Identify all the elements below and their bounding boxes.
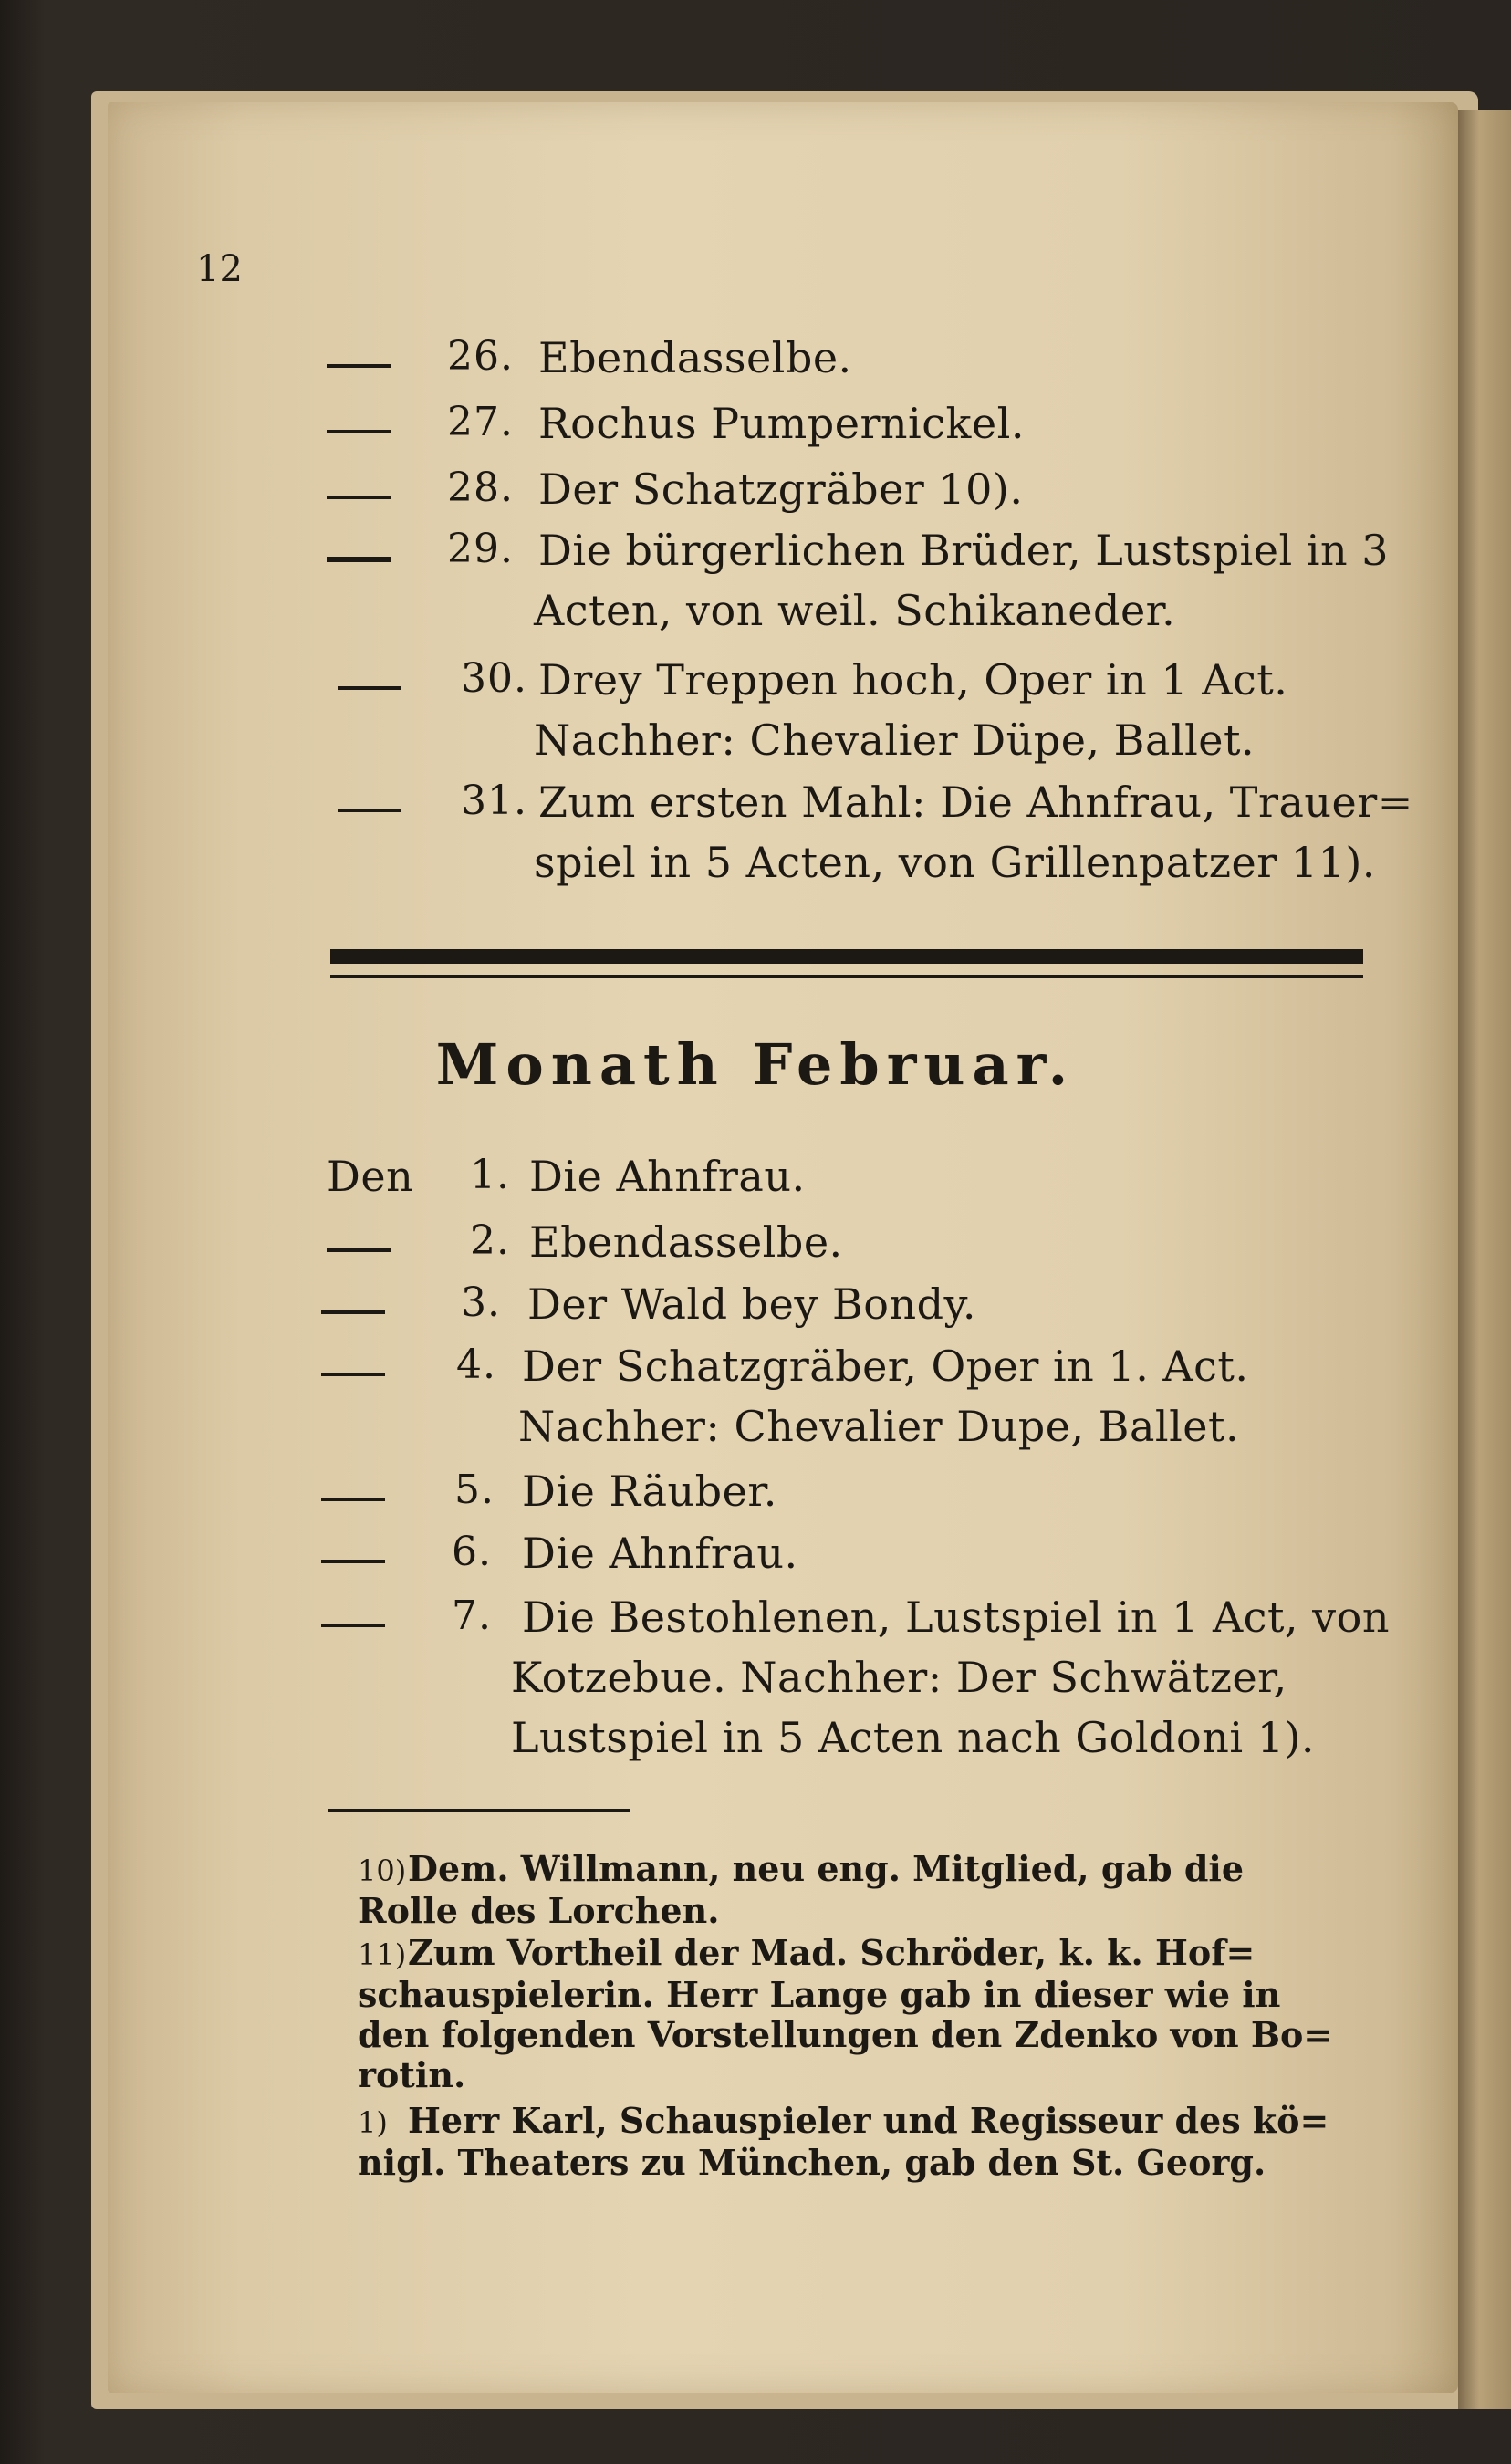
entry-jan-31 xyxy=(0,778,1511,887)
dash xyxy=(327,430,391,433)
entry-jan-28 xyxy=(0,465,1511,528)
entry-line: Drey Treppen hoch, Oper in 1 Act. xyxy=(538,655,1288,705)
entry-line: Ebendasselbe. xyxy=(538,333,852,382)
footnote-1 xyxy=(358,2101,1329,2183)
footnote-line: Rolle des Lorchen. xyxy=(358,1890,720,1931)
footnote-line: nigl. Theaters zu München, gab den St. Georg. xyxy=(358,2142,1266,2183)
dash xyxy=(327,496,391,499)
entry-number: 5. xyxy=(454,1467,495,1513)
entry-line: Der Schatzgräber 10). xyxy=(538,465,1024,514)
footnote-11 xyxy=(358,1933,1332,2095)
entry-line: Der Schatzgräber, Oper in 1. Act. xyxy=(522,1342,1249,1391)
entry-number: 3. xyxy=(461,1279,501,1326)
entry-line: Die Räuber. xyxy=(522,1467,777,1516)
entry-number: 1. xyxy=(470,1152,510,1198)
entry-number: 2. xyxy=(470,1217,510,1264)
month-heading: Monath Februar. xyxy=(435,1031,1076,1098)
dash xyxy=(327,557,391,562)
footnote-mark: 11) xyxy=(358,1937,407,1972)
footnote-line: Herr Karl, Schauspieler und Regisseur des kö= xyxy=(408,2100,1329,2141)
dash xyxy=(321,1624,385,1627)
entry-line: Die Ahnfrau. xyxy=(522,1529,798,1578)
footnote-rule xyxy=(328,1809,630,1812)
entry-number: 30. xyxy=(461,655,527,702)
entry-lead: Den xyxy=(327,1152,414,1201)
entry-number: 26. xyxy=(447,333,514,380)
entry-line: Kotzebue. Nachher: Der Schwätzer, xyxy=(511,1653,1287,1702)
entry-line: Ebendasselbe. xyxy=(529,1217,843,1267)
dash xyxy=(321,1498,385,1501)
entry-number: 4. xyxy=(456,1342,496,1388)
entry-feb-3 xyxy=(0,1279,1511,1343)
section-rule-thin xyxy=(330,975,1363,978)
entry-feb-7 xyxy=(0,1592,1511,1762)
dash xyxy=(338,809,401,812)
footnote-10 xyxy=(358,1849,1244,1931)
entry-line: Zum ersten Mahl: Die Ahnfrau, Trauer= xyxy=(538,778,1413,827)
entry-line: spiel in 5 Acten, von Grillenpatzer 11). xyxy=(534,838,1376,887)
entry-feb-1 xyxy=(0,1152,1511,1216)
section-rule-thick xyxy=(330,949,1363,964)
dash xyxy=(321,1373,385,1376)
entry-number: 6. xyxy=(452,1529,492,1575)
dash xyxy=(338,686,401,690)
footnote-mark: 1) xyxy=(358,2105,388,2140)
entry-line: Acten, von weil. Schikaneder. xyxy=(534,586,1176,635)
entry-line: Der Wald bey Bondy. xyxy=(527,1279,977,1329)
footnote-line: den folgenden Vorstellungen den Zdenko von Bo= xyxy=(358,2014,1333,2055)
entry-line: Die bürgerlichen Brüder, Lustspiel in 3 xyxy=(538,526,1390,575)
entry-line: Die Bestohlenen, Lustspiel in 1 Act, von xyxy=(522,1592,1390,1642)
dash xyxy=(321,1310,385,1314)
entry-line: Nachher: Chevalier Dupe, Ballet. xyxy=(518,1402,1240,1451)
entry-feb-5 xyxy=(0,1467,1511,1530)
footnote-line: Zum Vortheil der Mad. Schröder, k. k. Hof= xyxy=(408,1932,1256,1973)
entry-number: 27. xyxy=(447,399,514,445)
dash xyxy=(321,1560,385,1563)
entry-feb-2 xyxy=(0,1217,1511,1281)
entry-jan-26 xyxy=(0,333,1511,397)
footnote-mark: 10) xyxy=(358,1853,407,1888)
entry-line: Rochus Pumpernickel. xyxy=(538,399,1025,448)
footnote-line: schauspielerin. Herr Lange gab in dieser wie in xyxy=(358,1974,1281,2015)
entry-jan-27 xyxy=(0,399,1511,463)
entry-jan-30 xyxy=(0,655,1511,765)
entry-number: 28. xyxy=(447,465,514,511)
entry-number: 31. xyxy=(461,778,527,824)
entry-line: Lustspiel in 5 Acten nach Goldoni 1). xyxy=(511,1713,1316,1762)
dash xyxy=(327,364,391,368)
footnote-line: rotin. xyxy=(358,2054,466,2095)
page-number: 12 xyxy=(196,248,243,290)
entry-feb-4 xyxy=(0,1342,1511,1451)
entry-number: 29. xyxy=(447,526,514,572)
footnote-line: Dem. Willmann, neu eng. Mitglied, gab die xyxy=(408,1848,1245,1889)
entry-feb-6 xyxy=(0,1529,1511,1592)
entry-line: Nachher: Chevalier Düpe, Ballet. xyxy=(534,715,1256,765)
entry-line: Die Ahnfrau. xyxy=(529,1152,806,1201)
entry-jan-29 xyxy=(0,526,1511,635)
dash xyxy=(327,1248,391,1252)
entry-number: 7. xyxy=(452,1592,492,1639)
